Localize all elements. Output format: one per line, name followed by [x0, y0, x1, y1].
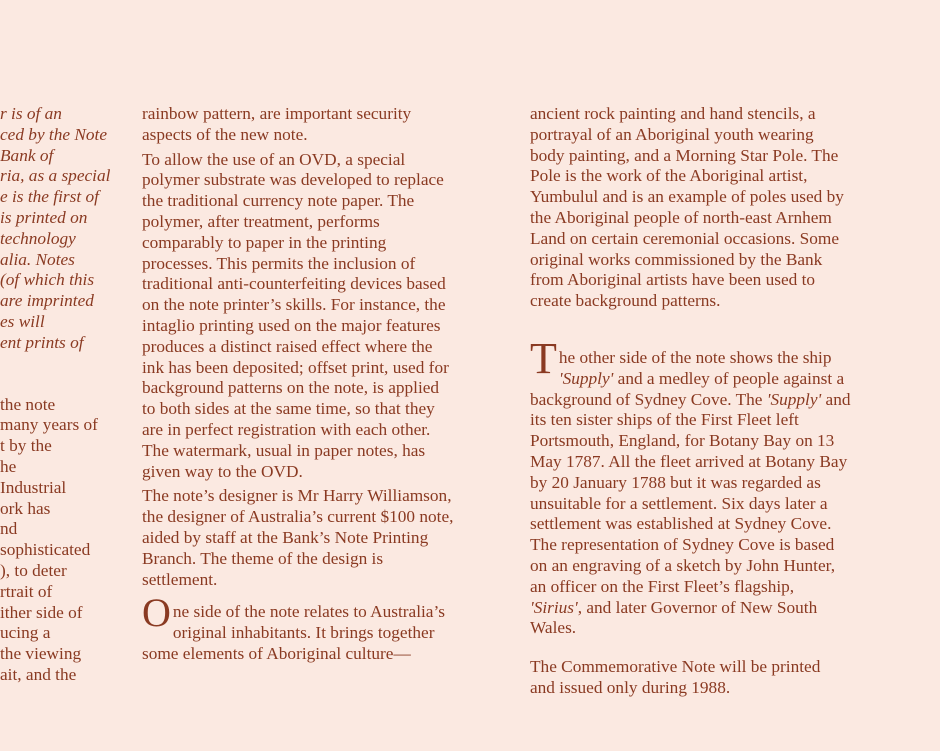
text-line: some elements of Aboriginal culture— — [142, 643, 411, 663]
right-column — [530, 104, 910, 699]
text-line: to both sides at the same time, so that they — [142, 399, 435, 419]
text-line: ne side of the note relates to Australia’s — [172, 602, 445, 622]
text-line: Industrial — [0, 477, 67, 497]
text-line: is printed on — [0, 207, 88, 227]
text-line: rainbow pattern, are important security — [142, 104, 412, 123]
text-line: settlement was established at Sydney Cove. — [530, 514, 832, 534]
text-line: ancient rock painting and hand stencils, a — [530, 104, 816, 123]
text-line: and issued only during 1988. — [530, 677, 731, 697]
text-line: many years of — [0, 415, 98, 435]
text-run: background of Sydney Cove. The — [530, 389, 767, 409]
left-column — [0, 104, 110, 686]
text-run: and — [821, 389, 851, 409]
text-line: intaglio printing used on the major features — [142, 315, 441, 335]
text-line — [530, 390, 910, 411]
middle-column — [142, 104, 507, 665]
paragraph-with-dropcap — [142, 590, 507, 664]
text-line: on an engraving of a sketch by John Hunter, — [530, 555, 836, 575]
text-line: Branch. The theme of the design is — [142, 548, 384, 568]
clipped-heading-fragment — [0, 0, 194, 14]
paragraph — [142, 150, 507, 483]
text-line: by 20 January 1788 but it was regarded as — [530, 472, 821, 492]
text-line: from Aboriginal artists have been used to — [530, 270, 816, 290]
text-line: The representation of Sydney Cove is based — [530, 535, 835, 555]
text-line: Bank of — [0, 145, 54, 165]
text-line: background patterns on the note, is applied — [142, 378, 440, 398]
text-line: on the note printer’s skills. For instance, the — [142, 295, 446, 315]
text-line: sophisticated — [0, 540, 91, 560]
drop-cap: T — [530, 333, 557, 383]
text-line: ither side of — [0, 602, 83, 622]
text-line: the note — [0, 394, 56, 414]
text-line: ), to deter — [0, 560, 67, 580]
text-line: processes. This permits the inclusion of — [142, 253, 416, 273]
text-line: Wales. — [530, 618, 577, 638]
text-line: ait, and the — [0, 664, 77, 684]
text-line: ink has been deposited; offset print, used for — [142, 357, 449, 377]
text-line: Portsmouth, England, for Botany Bay on 13 — [530, 431, 835, 451]
text-line: nd — [0, 519, 18, 539]
text-line: the viewing — [0, 644, 82, 664]
text-line: rtrait of — [0, 581, 53, 601]
text-line: ent prints of — [0, 332, 84, 352]
text-line: comparably to paper in the printing — [142, 232, 387, 252]
text-line: original inhabitants. It brings together — [172, 623, 435, 643]
left-italic-block — [0, 104, 110, 354]
paragraph — [530, 104, 910, 312]
text-line: alia. Notes — [0, 249, 75, 269]
ship-name: 'Supply' — [766, 389, 822, 409]
text-line: unsuitable for a settlement. Six days later a — [530, 493, 828, 513]
text-line — [530, 598, 910, 619]
text-line: ced by the Note — [0, 124, 108, 144]
text-line: settlement. — [142, 569, 218, 589]
text-line: the designer of Australia’s current $100 note, — [142, 507, 454, 527]
text-line: Pole is the work of the Aboriginal artist, — [530, 166, 808, 186]
paragraph — [142, 486, 507, 590]
text-line: create background patterns. — [530, 291, 721, 311]
text-line: he — [0, 456, 17, 476]
text-line: body painting, and a Morning Star Pole. The — [530, 145, 839, 165]
text-line: are imprinted — [0, 291, 94, 311]
text-line: portrayal of an Aboriginal youth wearing — [530, 124, 814, 144]
ship-name: 'Sirius' — [530, 597, 578, 617]
drop-cap: O — [142, 590, 171, 636]
text-line: polymer, after treatment, performs — [142, 211, 380, 231]
text-run: and a medley of people against a — [613, 368, 845, 388]
text-line: the traditional currency note paper. The — [142, 191, 415, 211]
text-line: Yumbulul and is an example of poles used by — [530, 187, 844, 207]
text-line: The watermark, usual in paper notes, has — [142, 440, 426, 460]
text-line: its ten sister ships of the First Fleet left — [530, 410, 799, 430]
text-line: produces a distinct raised effect where the — [142, 336, 433, 356]
text-line: es will — [0, 311, 45, 331]
paragraph-with-dropcap — [530, 333, 910, 639]
text-line: technology — [0, 228, 76, 248]
text-line: he other side of the note shows the ship — [558, 347, 832, 367]
text-line: r is of an — [0, 104, 62, 123]
left-upright-block — [0, 395, 110, 686]
text-line: (of which this — [0, 270, 95, 290]
text-line: given way to the OVD. — [142, 461, 303, 481]
text-line: aided by staff at the Bank’s Note Printing — [142, 527, 429, 547]
text-line: aspects of the new note. — [142, 124, 308, 144]
text-line: an officer on the First Fleet’s flagship, — [530, 576, 795, 596]
text-run: , and later Governor of New South — [577, 597, 818, 617]
text-line: e is the first of — [0, 187, 99, 207]
paragraph — [142, 104, 507, 146]
text-line: The note’s designer is Mr Harry Williamson, — [142, 486, 452, 506]
text-line: The Commemorative Note will be printed — [530, 657, 821, 677]
text-line — [530, 369, 910, 390]
text-line: original works commissioned by the Bank — [530, 249, 823, 269]
text-line: the Aboriginal people of north-east Arnhem — [530, 207, 832, 227]
text-line: ucing a — [0, 623, 51, 643]
text-line: traditional anti-counterfeiting devices based — [142, 274, 446, 294]
text-line: are in perfect registration with each other. — [142, 419, 431, 439]
text-line: May 1787. All the fleet arrived at Botany Bay — [530, 451, 848, 471]
text-line: To allow the use of an OVD, a special — [142, 149, 406, 169]
text-line: t by the — [0, 436, 52, 456]
paragraph — [530, 657, 910, 699]
text-line: polymer substrate was developed to replace — [142, 170, 444, 190]
ship-name: 'Supply' — [558, 368, 614, 388]
text-line: Land on certain ceremonial occasions. Some — [530, 228, 840, 248]
text-line: ork has — [0, 498, 51, 518]
text-line: ria, as a special — [0, 166, 110, 186]
